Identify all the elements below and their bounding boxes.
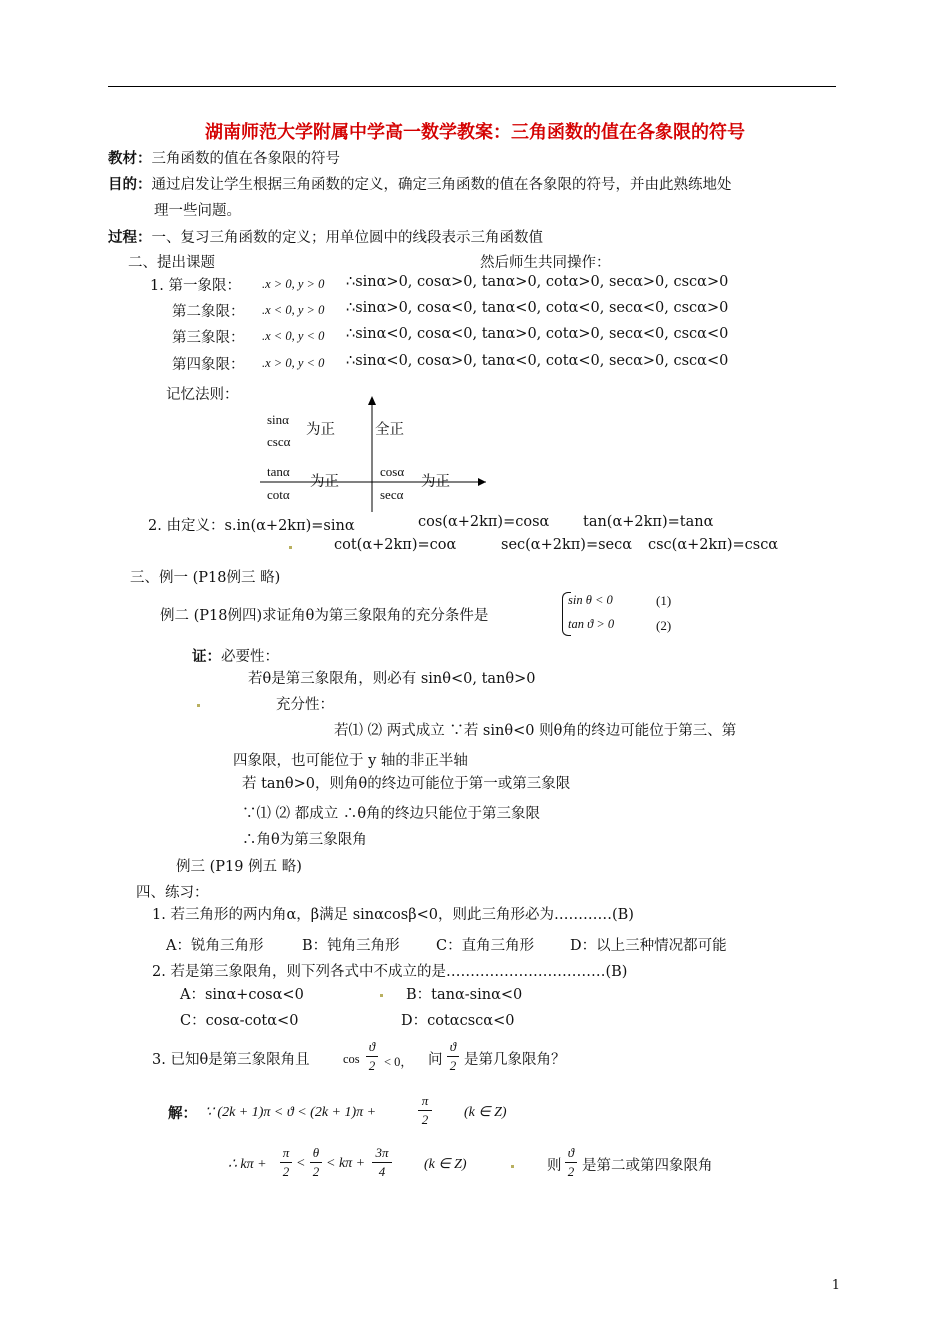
ex2-cond-2: tan ϑ > 0	[568, 617, 615, 631]
q1-cond: .x > 0, y > 0	[262, 277, 325, 291]
q3-signs: ∴sinα<0, cosα<0, tanα>0, cotα>0, secα<0, cscα<0	[346, 326, 729, 342]
guocheng-label: 过程：	[108, 229, 152, 246]
diagram-q1-text: 全正	[375, 422, 404, 438]
proof-label: 证：	[192, 648, 221, 665]
example-1: 三、例一 (P18例三 略)	[130, 570, 281, 586]
proof-necessity-line	[192, 645, 279, 666]
frac-bottom: 4	[378, 1164, 386, 1179]
frac-bottom: 2	[282, 1164, 290, 1179]
diagram-q4-text: 为正	[421, 474, 450, 490]
section-4-heading: 四、练习：	[136, 885, 209, 901]
frac-bar	[366, 1056, 378, 1057]
solution-2-domain: (k ∈ Z)	[424, 1157, 467, 1172]
frac-bar	[447, 1056, 459, 1057]
frac-top: π	[282, 1145, 290, 1160]
proof-necessity: 必要性：	[221, 649, 279, 665]
example-2: 例二 (P18例四)求证角θ为第三象限角的充分条件是	[160, 608, 489, 624]
q4-cond: .x > 0, y < 0	[262, 356, 325, 370]
solution-2-frac-1	[280, 1145, 292, 1180]
proof-line-6: ∴角θ为第三象限角	[242, 832, 367, 848]
def2-line1-c: tan(α+2kπ)=tanα	[583, 514, 714, 530]
stray-dot	[380, 994, 383, 997]
proof-line-3: 四象限，也可能位于 y 轴的非正半轴	[233, 753, 468, 769]
def2-line2-b: sec(α+2kπ)=secα	[501, 537, 633, 553]
exercise-2-option-d: D：cotαcscα<0	[401, 1013, 515, 1029]
frac-top: ϑ	[368, 1039, 376, 1054]
exercise-1-option-c: C：直角三角形	[436, 938, 535, 954]
frac-top: π	[421, 1093, 429, 1108]
frac-bar	[372, 1162, 392, 1163]
exercise-1: 1. 若三角形的两内角α，β满足 sinαcosβ<0，则此三角形必为…………(B)	[152, 907, 634, 923]
q1-label: 1. 第一象限：	[150, 278, 241, 294]
proof-line-5: ∵⑴ ⑵ 都成立 ∴θ角的终边只能位于第三象限	[242, 806, 541, 822]
frac-bottom: 2	[567, 1164, 575, 1179]
exercise-3-pre: 3. 已知θ是第三象限角且	[152, 1052, 310, 1068]
def2-line2-a: cot(α+2kπ)=coα	[334, 537, 457, 553]
q2-cond: .x < 0, y > 0	[262, 303, 325, 317]
proof-line-1: 若θ是第三象限角，则必有 sinθ<0, tanθ>0	[248, 671, 536, 687]
solution-1-domain: (k ∈ Z)	[464, 1105, 507, 1120]
stray-dot	[511, 1165, 514, 1168]
solution-2-result: 是第二或第四象限角	[582, 1158, 713, 1174]
mudi-label: 目的：	[108, 176, 152, 193]
proof-line-2: 若⑴ ⑵ 两式成立 ∵若 sinθ<0 则θ角的终边可能位于第三、第	[334, 723, 737, 739]
frac-top: ϑ	[449, 1039, 457, 1054]
exercise-2-option-b: B：tanα-sinα<0	[406, 987, 523, 1003]
exercise-2: 2. 若是第三象限角，则下列各式中不成立的是……………………………(B)	[152, 964, 628, 980]
def2-line2-c: csc(α+2kπ)=cscα	[648, 537, 779, 553]
jiaocai-label: 教材：	[108, 150, 152, 167]
frac-top: 3π	[375, 1145, 389, 1160]
ex2-cond-1: sin θ < 0	[568, 593, 613, 607]
diagram-q2-func-1: sinα	[267, 412, 289, 427]
frac-top: θ	[312, 1145, 320, 1160]
solution-2-lt-2: < kπ +	[326, 1156, 366, 1171]
diagram-q3-func-2: cotα	[267, 487, 290, 502]
solution-label: 解：	[168, 1105, 197, 1122]
stray-dot	[289, 546, 292, 549]
exercise-1-option-a: A：锐角三角形	[166, 938, 264, 954]
diagram-q4-func-1: cosα	[380, 464, 405, 479]
jiaocai-text: 三角函数的值在各象限的符号	[151, 151, 340, 167]
exercise-3-frac-2	[447, 1039, 459, 1074]
frac-bar	[418, 1110, 432, 1111]
diagram-q2-func-2: cscα	[267, 434, 291, 449]
example-3: 例三 (P19 例五 略)	[176, 859, 302, 875]
exercise-3-ask: 问	[428, 1052, 443, 1068]
q1-signs: ∴sinα>0, cosα>0, tanα>0, cotα>0, secα>0, cscα>0	[346, 274, 729, 290]
page-number: 1	[831, 1278, 840, 1293]
q3-label: 第三象限：	[172, 330, 245, 346]
frac-bottom: 2	[368, 1058, 376, 1073]
page-title: 湖南师范大学附属中学高一数学教案：三角函数的值在各象限的符号	[205, 122, 745, 143]
mudi-text-1: 通过启发让学生根据三角函数的定义，确定三角函数的值在各象限的符号，并由此熟练地处	[151, 177, 732, 193]
frac-bar	[565, 1162, 577, 1163]
ex2-num-1: (1)	[656, 593, 672, 608]
frac-bar	[280, 1162, 292, 1163]
exercise-2-option-c: C：cosα-cotα<0	[180, 1013, 299, 1029]
guocheng-text: 一、复习三角函数的定义；用单位圆中的线段表示三角函数值	[151, 230, 543, 246]
frac-bottom: 2	[449, 1058, 457, 1073]
solution-2-frac-2	[310, 1145, 322, 1180]
mudi-text-2: 理一些问题。	[154, 203, 241, 219]
q2-label: 第二象限：	[172, 304, 245, 320]
q4-signs: ∴sinα<0, cosα>0, tanα<0, cotα<0, secα>0, cscα<0	[346, 353, 729, 369]
exercise-3-cos: cos	[343, 1052, 360, 1066]
frac-bottom: 2	[312, 1164, 320, 1179]
exercise-1-option-d: D：以上三种情况都可能	[570, 938, 727, 954]
proof-sufficiency: 充分性：	[276, 697, 334, 713]
exercise-1-option-b: B：钝角三角形	[302, 938, 400, 954]
section-2-heading: 二、提出课题	[128, 255, 215, 271]
solution-line-1: ∵ (2k + 1)π < ϑ < (2k + 1)π +	[205, 1105, 377, 1120]
diagram-q3-func-1: tanα	[267, 464, 290, 479]
q4-label: 第四象限：	[172, 357, 245, 373]
solution-1-frac	[418, 1093, 432, 1128]
diagram-q3-text: 为正	[310, 474, 339, 490]
memory-label: 记忆法则：	[166, 387, 239, 403]
exercise-3-post: 是第几象限角？	[464, 1052, 566, 1068]
stray-dot	[197, 704, 200, 707]
q2-signs: ∴sinα>0, cosα<0, tanα<0, cotα<0, secα<0, cscα>0	[346, 300, 729, 316]
diagram-q2-text: 为正	[306, 422, 335, 438]
frac-bottom: 2	[421, 1112, 429, 1127]
frac-bar	[310, 1162, 322, 1163]
frac-top: ϑ	[567, 1145, 575, 1160]
ex2-num-2: (2)	[656, 618, 672, 633]
solution-2-frac-4	[565, 1145, 577, 1180]
solution-2-then: 则	[547, 1158, 562, 1174]
exercise-2-option-a: A：sinα+cosα<0	[180, 987, 304, 1003]
diagram-q4-func-2: secα	[380, 487, 404, 502]
def2-line1-b: cos(α+2kπ)=cosα	[418, 514, 550, 530]
exercise-3-frac-1	[366, 1039, 378, 1074]
solution-line-2-start: ∴ kπ +	[228, 1157, 267, 1172]
section-2-right: 然后师生共同操作：	[480, 255, 611, 271]
proof-line-4: 若 tanθ>0，则角θ的终边可能位于第一或第三象限	[242, 776, 571, 792]
solution-2-frac-3	[372, 1145, 392, 1180]
exercise-3-lt: < 0，	[384, 1055, 413, 1069]
solution-2-lt-1: <	[296, 1156, 306, 1171]
def2-line1-a: 2. 由定义：s.in(α+2kπ)=sinα	[148, 518, 355, 534]
q3-cond: .x < 0, y < 0	[262, 329, 325, 343]
